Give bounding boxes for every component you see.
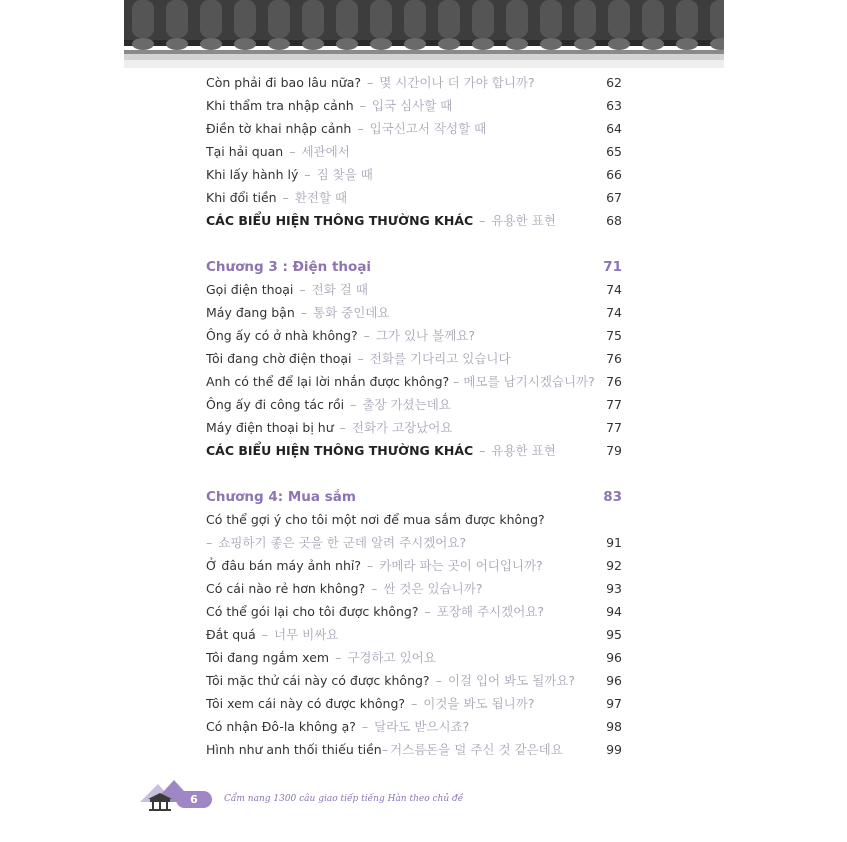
- toc-entry[interactable]: Điền tờ khai nhập cảnh – 입국신고서 작성할 때 64: [206, 119, 622, 139]
- page-number: 94: [606, 604, 622, 619]
- page-number: 97: [606, 696, 622, 711]
- toc-entry[interactable]: Khi đổi tiền – 환전할 때 67: [206, 188, 622, 208]
- toc-entry[interactable]: Có cái nào rẻ hơn không? – 싼 것은 있습니까? 93: [206, 579, 622, 599]
- toc-entry[interactable]: Máy đang bận – 통화 중인데요 74: [206, 303, 622, 323]
- page-footer: [138, 778, 464, 818]
- toc-entry[interactable]: Gọi điện thoại – 전화 걸 때 74: [206, 280, 622, 300]
- page-number: 71: [603, 259, 622, 275]
- toc-entry[interactable]: Đắt quá – 너무 비싸요 95: [206, 625, 622, 645]
- toc-entry[interactable]: Ở đâu bán máy ảnh nhỉ? – 카메라 파는 곳이 어디입니까? 92: [206, 556, 622, 576]
- page-number: 91: [606, 535, 622, 550]
- chapter-heading[interactable]: Chương 4: Mua sắm 83: [206, 489, 622, 505]
- page-number: 76: [606, 374, 622, 389]
- toc-entry[interactable]: Tôi đang chờ điện thoại – 전화를 기다리고 있습니다 76: [206, 349, 622, 369]
- toc-entry[interactable]: Ông ấy đi công tác rồi – 출장 가셨는데요 77: [206, 395, 622, 415]
- toc-entry-useful-expressions[interactable]: CÁC BIỂU HIỆN THÔNG THƯỜNG KHÁC – 유용한 표현 79: [206, 441, 622, 461]
- page-number: 67: [606, 190, 622, 205]
- page-number: 77: [606, 397, 622, 412]
- page-number: 75: [606, 328, 622, 343]
- page-number: 93: [606, 581, 622, 596]
- page-number: 74: [606, 305, 622, 320]
- page-number-badge: 6: [176, 791, 212, 808]
- toc-entry[interactable]: Tôi xem cái này có được không? – 이것을 봐도 됩니까? 97: [206, 694, 622, 714]
- page-number: 99: [606, 742, 622, 757]
- page-number: 63: [606, 98, 622, 113]
- page-number: 96: [606, 650, 622, 665]
- page-number: 74: [606, 282, 622, 297]
- page-number: 77: [606, 420, 622, 435]
- toc-entry-continuation[interactable]: – 쇼핑하기 좋은 곳을 한 군데 알려 주시겠어요? 91: [206, 533, 622, 553]
- page-number: 79: [606, 443, 622, 458]
- toc-entry[interactable]: Tôi đang ngắm xem – 구경하고 있어요 96: [206, 648, 622, 668]
- page-number: 95: [606, 627, 622, 642]
- toc-entry[interactable]: Ông ấy có ở nhà không? – 그가 있나 볼께요? 75: [206, 326, 622, 346]
- roof-tile-illustration: [124, 0, 724, 68]
- toc-entry[interactable]: Tại hải quan – 세관에서 65: [206, 142, 622, 162]
- chapter-heading[interactable]: Chương 3 : Điện thoại 71: [206, 259, 622, 275]
- toc-entry[interactable]: Có nhận Đô-la không ạ? – 달라도 받으시죠? 98: [206, 717, 622, 737]
- roof-tile-header: [124, 0, 724, 68]
- toc-entry-useful-expressions[interactable]: CÁC BIỂU HIỆN THÔNG THƯỜNG KHÁC – 유용한 표현 68: [206, 211, 622, 231]
- page-number: 76: [606, 351, 622, 366]
- page-number: 68: [606, 213, 622, 228]
- toc-entry[interactable]: Tôi mặc thử cái này có được không? – 이걸 입어 봐도 될까요? 96: [206, 671, 622, 691]
- page-number: 83: [603, 489, 622, 505]
- toc-entry[interactable]: Còn phải đi bao lâu nữa? – 몇 시간이나 더 가야 합니까? 62: [206, 73, 622, 93]
- page-number: 62: [606, 75, 622, 90]
- toc-entry[interactable]: Hình như anh thối thiếu tiền– 거스름돈을 덜 주신 것 같은데요 99: [206, 740, 622, 760]
- toc-entry[interactable]: Máy điện thoại bị hư – 전화가 고장났어요 77: [206, 418, 622, 438]
- page-number: 66: [606, 167, 622, 182]
- toc-entry[interactable]: Khi lấy hành lý – 짐 찾을 때 66: [206, 165, 622, 185]
- page-number: 65: [606, 144, 622, 159]
- toc-entry[interactable]: Có thể gói lại cho tôi được không? – 포장해 주시겠어요? 94: [206, 602, 622, 622]
- page-number: 98: [606, 719, 622, 734]
- toc-entry[interactable]: Anh có thể để lại lời nhắn được không? – 메모를 남기시겠습니까? 76: [206, 372, 622, 392]
- page-number: 96: [606, 673, 622, 688]
- book-title: Cẩm nang 1300 câu giao tiếp tiếng Hàn theo chủ đề: [224, 794, 464, 804]
- toc-entry[interactable]: Có thể gợi ý cho tôi một nơi để mua sắm được không?: [206, 512, 545, 527]
- toc-entry[interactable]: Khi thẩm tra nhập cảnh – 입국 심사할 때 63: [206, 96, 622, 116]
- page-number: 92: [606, 558, 622, 573]
- page-number: 64: [606, 121, 622, 136]
